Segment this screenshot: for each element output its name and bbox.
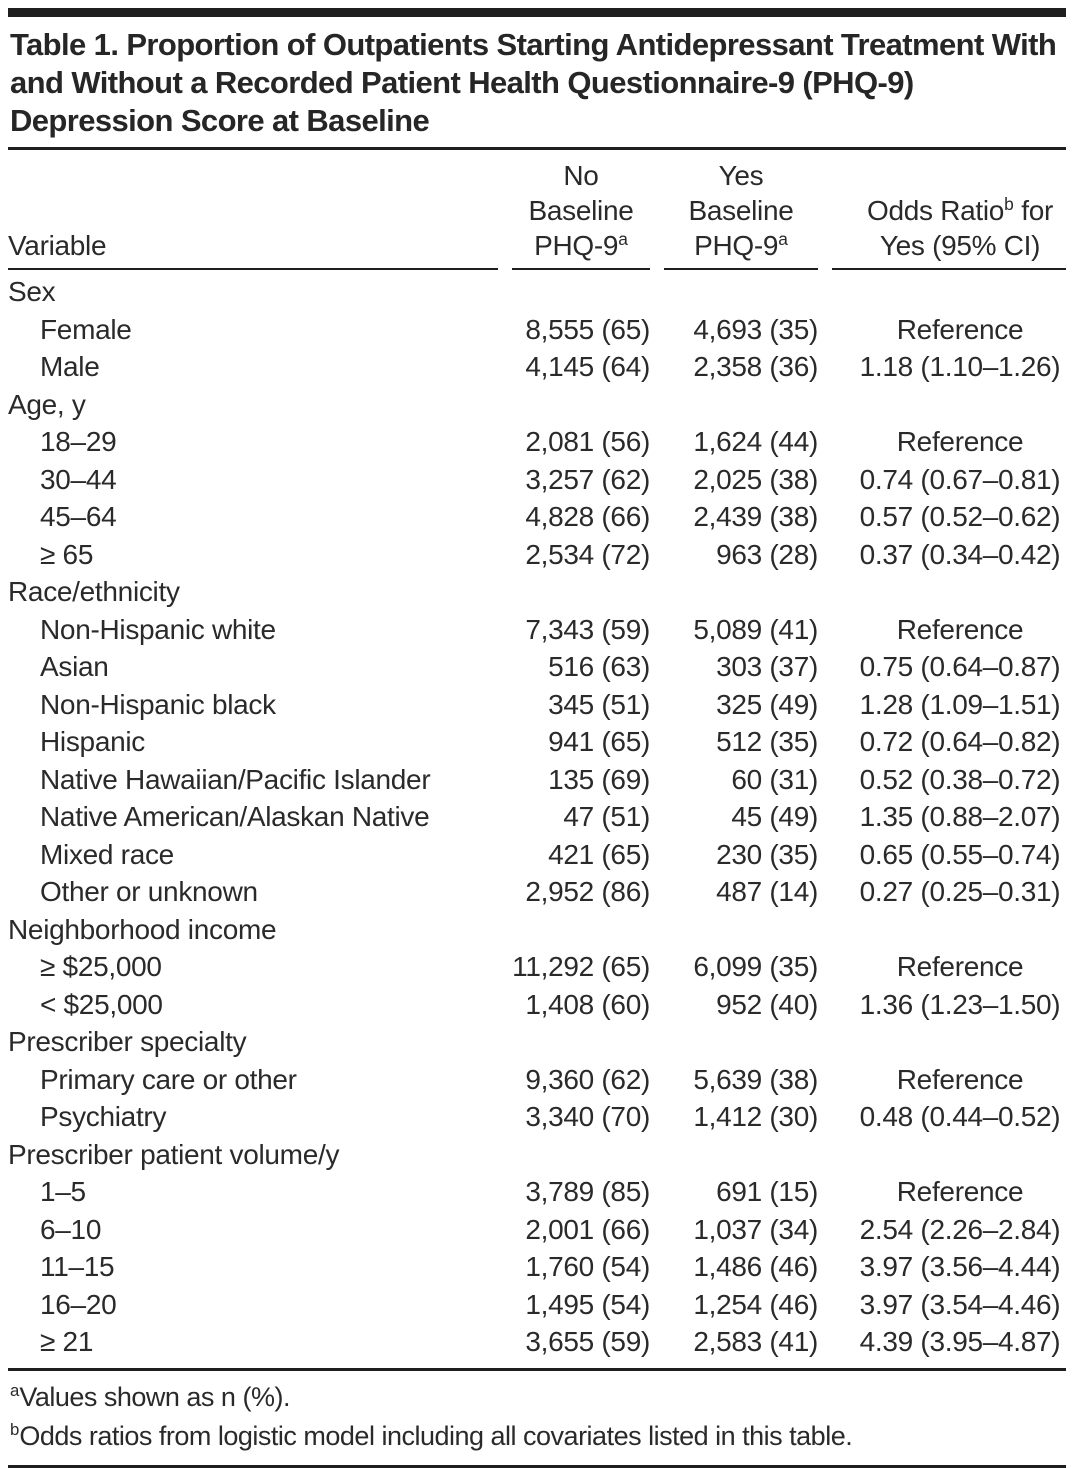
odds-ratio-value: 1.36 (1.23–1.50) <box>859 988 1061 1020</box>
footnote-marker-a: a <box>10 1381 20 1401</box>
col-header-variable <box>8 150 498 270</box>
no-baseline-value: 941 (65) <box>548 726 650 757</box>
table-row <box>8 798 1066 836</box>
yes-baseline-value: 4,693 (35) <box>693 313 818 345</box>
no-baseline-value: 11,292 (65) <box>512 951 650 982</box>
row-label: Hispanic <box>40 726 145 757</box>
no-baseline-value: 47 (51) <box>563 801 650 832</box>
table-row <box>8 611 1066 649</box>
yes-baseline-value: 691 (15) <box>716 1176 818 1207</box>
odds-ratio-value: Reference <box>896 1176 1024 1207</box>
table-body <box>8 270 1066 1361</box>
no-baseline-value: 135 (69) <box>548 763 650 795</box>
row-label: ≥ 21 <box>40 1326 94 1357</box>
table-header <box>8 150 1066 270</box>
yes-baseline-value: 45 (49) <box>731 801 818 832</box>
yes-baseline-value: 1,412 (30) <box>693 1101 818 1132</box>
table-row <box>8 1248 1066 1286</box>
yes-baseline-value: 963 (28) <box>716 538 818 570</box>
table-row <box>8 498 1066 536</box>
no-baseline-value: 4,828 (66) <box>525 501 650 532</box>
row-label: < $25,000 <box>40 988 163 1020</box>
no-baseline-value: 2,001 (66) <box>525 1213 650 1245</box>
table-row <box>8 986 1066 1024</box>
yes-baseline-value: 2,439 (38) <box>693 501 818 532</box>
row-label: Psychiatry <box>40 1101 167 1132</box>
odds-ratio-value: 1.28 (1.09–1.51) <box>859 688 1061 720</box>
section-header-row <box>8 386 1066 424</box>
footnote-a: $^a$Values shown as n (%). <box>10 1381 290 1412</box>
section-header-row <box>8 911 1066 949</box>
odds-ratio-value: Reference <box>896 613 1024 645</box>
table-row <box>8 836 1066 874</box>
no-baseline-value: 9,360 (62) <box>525 1063 650 1095</box>
section-header: Race/ethnicity <box>8 576 180 607</box>
table-row <box>8 873 1066 911</box>
row-label: Native American/Alaskan Native <box>40 801 430 832</box>
no-baseline-value: 1,495 (54) <box>525 1288 650 1320</box>
row-label: Male <box>40 351 100 382</box>
row-label: Primary care or other <box>40 1063 297 1095</box>
row-label: 18–29 <box>40 426 117 457</box>
odds-ratio-value: 0.72 (0.64–0.82) <box>859 726 1061 757</box>
no-baseline-value: 3,789 (85) <box>525 1176 650 1207</box>
row-label: Other or unknown <box>40 876 258 907</box>
row-label: ≥ $25,000 <box>40 951 162 982</box>
row-label: Mixed race <box>40 838 174 870</box>
row-label: 45–64 <box>40 501 117 532</box>
yes-baseline-value: 952 (40) <box>716 988 818 1020</box>
odds-ratio-value: 0.27 (0.25–0.31) <box>859 876 1061 907</box>
no-baseline-value: 4,145 (64) <box>525 351 650 382</box>
row-label: ≥ 65 <box>40 538 94 570</box>
yes-baseline-value: 1,037 (34) <box>693 1213 818 1245</box>
yes-baseline-value: 303 (37) <box>716 651 818 682</box>
section-header: Age, y <box>8 388 86 420</box>
no-baseline-value: 1,408 (60) <box>525 988 650 1020</box>
footnote-marker-b: b <box>10 1420 20 1440</box>
odds-ratio-value: 0.74 (0.67–0.81) <box>859 463 1061 495</box>
yes-baseline-value: 325 (49) <box>716 688 818 720</box>
odds-ratio-value: 2.54 (2.26–2.84) <box>859 1213 1061 1245</box>
row-label: 30–44 <box>40 463 117 495</box>
table-row <box>8 536 1066 574</box>
row-label: Female <box>40 313 132 345</box>
yes-baseline-value: 512 (35) <box>716 726 818 757</box>
footnote-b: $^b$Odds ratios from logistic model including all covariates listed in this table. <box>10 1420 853 1451</box>
table-row <box>8 1286 1066 1324</box>
table-row <box>8 1323 1066 1361</box>
table-row <box>8 1211 1066 1249</box>
section-header: Prescriber specialty <box>8 1026 247 1057</box>
section-header: Neighborhood income <box>8 913 277 945</box>
table-row <box>8 311 1066 349</box>
section-header-row <box>8 1023 1066 1061</box>
footnotes <box>8 1371 1066 1465</box>
header-row <box>8 150 1066 270</box>
odds-ratio-value: 0.65 (0.55–0.74) <box>859 838 1061 870</box>
no-baseline-value: 2,952 (86) <box>525 876 650 907</box>
section-header: Prescriber patient volume/y <box>8 1138 340 1170</box>
yes-baseline-value: 1,486 (46) <box>693 1251 818 1282</box>
col-header-odds-ratio: Odds Ratio$^b$ for Yes (95% CI) <box>832 150 1066 270</box>
odds-ratio-value: Reference <box>896 951 1024 982</box>
yes-baseline-value: 2,025 (38) <box>693 463 818 495</box>
odds-ratio-value: Reference <box>896 426 1024 457</box>
yes-baseline-value: 2,583 (41) <box>693 1326 818 1357</box>
odds-ratio-value: 0.52 (0.38–0.72) <box>859 763 1061 795</box>
no-baseline-value: 3,257 (62) <box>525 463 650 495</box>
yes-baseline-value: 230 (35) <box>716 838 818 870</box>
table-row <box>8 648 1066 686</box>
odds-ratio-value: 4.39 (3.95–4.87) <box>859 1326 1061 1357</box>
section-header: Sex <box>8 276 56 307</box>
table-row <box>8 761 1066 799</box>
odds-ratio-value: 0.48 (0.44–0.52) <box>859 1101 1061 1132</box>
table-row <box>8 723 1066 761</box>
row-label: Non-Hispanic white <box>40 613 276 645</box>
section-header-row <box>8 1136 1066 1174</box>
no-baseline-value: 3,655 (59) <box>525 1326 650 1357</box>
row-label: 16–20 <box>40 1288 117 1320</box>
no-baseline-value: 7,343 (59) <box>525 613 650 645</box>
yes-baseline-value: 60 (31) <box>731 763 818 795</box>
odds-ratio-value: 0.75 (0.64–0.87) <box>859 651 1061 682</box>
footnote-marker-a: a <box>778 229 788 250</box>
yes-baseline-value: 2,358 (36) <box>693 351 818 382</box>
no-baseline-value: 8,555 (65) <box>525 313 650 345</box>
section-header-row <box>8 270 1066 311</box>
table-row <box>8 1098 1066 1136</box>
row-label: Asian <box>40 651 109 682</box>
yes-baseline-value: 1,254 (46) <box>693 1288 818 1320</box>
no-baseline-value: 421 (65) <box>548 838 650 870</box>
no-baseline-value: 3,340 (70) <box>525 1101 650 1132</box>
col-header-no-baseline: No Baseline PHQ-9$^a$ <box>512 150 650 270</box>
yes-baseline-value: 1,624 (44) <box>693 426 818 457</box>
bottom-rule <box>8 1465 1066 1468</box>
row-label: Native Hawaiian/Pacific Islander <box>40 763 431 795</box>
table-row <box>8 1061 1066 1099</box>
no-baseline-value: 516 (63) <box>548 651 650 682</box>
row-label: 11–15 <box>40 1251 115 1282</box>
top-rule <box>8 8 1066 17</box>
yes-baseline-value: 5,639 (38) <box>693 1063 818 1095</box>
table-row <box>8 1173 1066 1211</box>
no-baseline-value: 2,534 (72) <box>525 538 650 570</box>
odds-ratio-value: Reference <box>896 313 1024 345</box>
footnote-marker-a: a <box>618 229 628 250</box>
section-header-row <box>8 573 1066 611</box>
table-row <box>8 948 1066 986</box>
data-table <box>0 150 1079 1361</box>
table-row <box>8 461 1066 499</box>
yes-baseline-value: 5,089 (41) <box>693 613 818 645</box>
no-baseline-value: 1,760 (54) <box>525 1251 650 1282</box>
odds-ratio-value: 1.35 (0.88–2.07) <box>859 801 1061 832</box>
row-label: 6–10 <box>40 1213 102 1245</box>
odds-ratio-value: 1.18 (1.10–1.26) <box>859 351 1061 382</box>
footnote-marker-b: b <box>1004 194 1014 215</box>
table-row <box>8 348 1066 386</box>
row-label: 1–5 <box>40 1176 86 1207</box>
table-row <box>8 686 1066 724</box>
odds-ratio-value: 3.97 (3.54–4.46) <box>859 1288 1061 1320</box>
col-header-variable-label: Variable <box>8 230 107 261</box>
no-baseline-value: 2,081 (56) <box>525 426 650 457</box>
yes-baseline-value: 6,099 (35) <box>693 951 818 982</box>
yes-baseline-value: 487 (14) <box>716 876 818 907</box>
table-title: Table 1. Proportion of Outpatients Starting Antidepressant Treatment With and Without a Recorded Patient Health Questionnaire-9 (PHQ-9) Depression Score at Baseline <box>10 27 1057 138</box>
row-label: Non-Hispanic black <box>40 688 276 720</box>
odds-ratio-value: 0.37 (0.34–0.42) <box>859 538 1061 570</box>
table-row <box>8 423 1066 461</box>
col-header-yes-baseline: Yes Baseline PHQ-9$^a$ <box>664 150 818 270</box>
odds-ratio-value: 0.57 (0.52–0.62) <box>859 501 1061 532</box>
no-baseline-value: 345 (51) <box>548 688 650 720</box>
odds-ratio-value: 3.97 (3.56–4.44) <box>859 1251 1061 1282</box>
odds-ratio-value: Reference <box>896 1063 1024 1095</box>
